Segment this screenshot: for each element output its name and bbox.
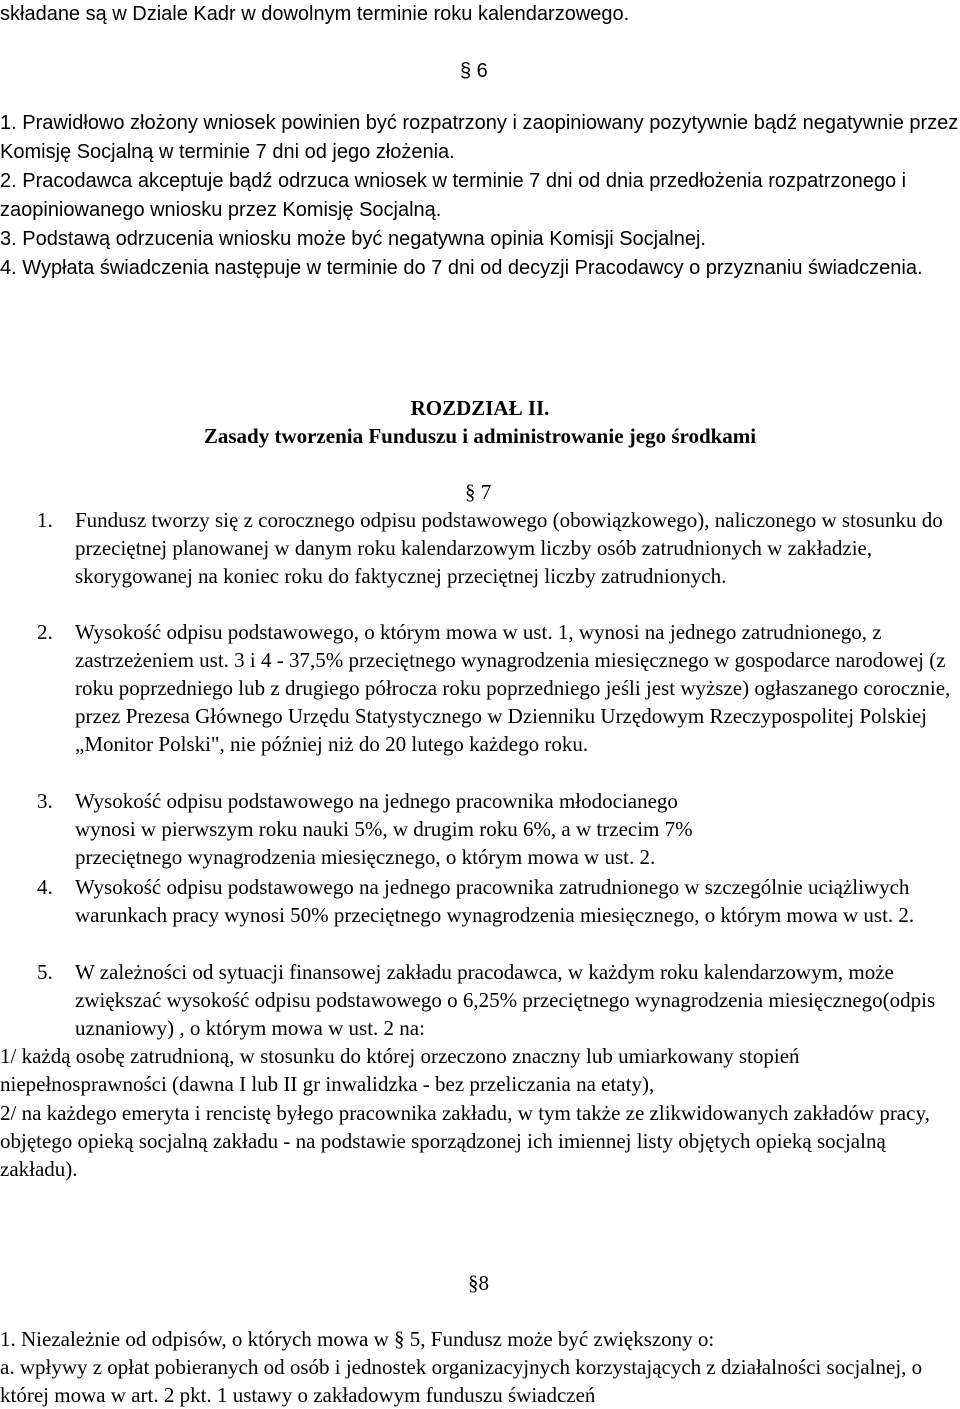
item-number: 5. — [37, 960, 53, 984]
item-text: Wysokość odpisu podstawowego na jednego pracownika zatrudnionego w szczególnie uciążliwych warunkach pracy wynosi 50% przeciętnego wynagrodzenia miesięcznego, o którym mowa w ust. 2. — [75, 875, 915, 927]
item-text: Wysokość odpisu podstawowego, o którym mowa w ust. 1, wynosi na jednego zatrudnionego, z zastrzeżeniem ust. 3 i 4 - 37,5% przeciętnego wynagrodzenia miesięcznego w gospodarce narodowej (z roku poprzedniego lub z drugiego półrocza roku poprzedniego jeśli jest wyższe) ogłaszanego corocznie, przez Prezesa Głównego Urzędu Statystycznego w Dzienniku Urzędowym Rzeczypospolitej Polskiej „Monitor Polski", nie później niż do 20 lutego każdego roku. — [75, 620, 951, 756]
item-text: Wysokość odpisu podstawowego na jednego pracownika młodocianego wynosi w pierwszym roku nauki 5%, w drugim roku 6%, a w trzecim 7% przeciętnego wynagrodzenia miesięcznego, o którym mowa w ust. 2. — [75, 789, 693, 869]
section-6-list — [0, 109, 960, 283]
section-8-title: §8 — [468, 1271, 489, 1295]
section-6-item-4: 4. Wypłata świadczenia następuje w terminie do 7 dni od decyzji Pracodawcy o przyznaniu świadczenia. — [0, 257, 923, 279]
item-number: 3. — [37, 789, 53, 813]
section-8-item-a: a. wpływy z opłat pobieranych od osób i jednostek organizacyjnych korzystających z działalności socjalnej, o której mowa w art. 2 pkt. 1 ustawy o zakładowym funduszu świadczeń — [0, 1355, 923, 1407]
item-text: W zależności od sytuacji finansowej zakładu pracodawca, w każdym roku kalendarzowym, może zwiększać wysokość odpisu podstawowego o 6,25% przeciętnego wynagrodzenia miesięcznego(odpis uznaniowy) , o którym mowa w ust. 2 na: — [75, 960, 936, 1040]
section-7-subitem-1: 1/ każdą osobę zatrudnioną, w stosunku do której orzeczono znaczny lub umiarkowany stopień niepełnosprawności (dawna I lub II gr inwalidzka - bez przeliczania na etaty), — [0, 1044, 800, 1096]
section-7-title: § 7 — [465, 480, 492, 504]
chapter-subheading: Zasady tworzenia Funduszu i administrowanie jego środkami — [203, 424, 757, 448]
section-6-item-1: 1. Prawidłowo złożony wniosek powinien być rozpatrzony i zaopiniowany pozytywnie bądź negatywnie przez Komisję Socjalną w terminie 7 dni od jego złożenia. — [0, 112, 959, 163]
item-number: 2. — [37, 620, 53, 644]
intro-line: składane są w Dziale Kadr w dowolnym terminie roku kalendarzowego. — [0, 3, 630, 25]
item-number: 4. — [37, 875, 53, 899]
section-6-item-2: 2. Pracodawca akceptuje bądź odrzuca wniosek w terminie 7 dni od dnia przedłożenia rozpatrzonego i zaopiniowanego wniosku przez Komisję Socjalną. — [0, 170, 907, 221]
item-number: 1. — [37, 508, 53, 532]
section-7-subitem-2: 2/ na każdego emeryta i rencistę byłego pracownika zakładu, w tym także ze zlikwidowanych zakładów pracy, objętego opieką socjalną zakładu - na podstawie sporządzonej ich imiennej listy objętych opieką socjalną zakładu). — [0, 1101, 930, 1181]
section-6-item-3: 3. Podstawą odrzucenia wniosku może być negatywna opinia Komisji Socjalnej. — [0, 228, 706, 250]
section-8-item-1: 1. Niezależnie od odpisów, o których mowa w § 5, Fundusz może być zwiększony o: — [0, 1327, 715, 1351]
chapter-heading: ROZDZIAŁ II. — [410, 396, 550, 420]
section-6-title: § 6 — [460, 60, 488, 82]
item-text: Fundusz tworzy się z corocznego odpisu podstawowego (obowiązkowego), naliczonego w stosunku do przeciętnej planowanej w danym roku kalendarzowym liczby osób zatrudnionych w zakładzie, skorygowanej na koniec roku do faktycznej przeciętnej liczby zatrudnionych. — [75, 508, 943, 588]
